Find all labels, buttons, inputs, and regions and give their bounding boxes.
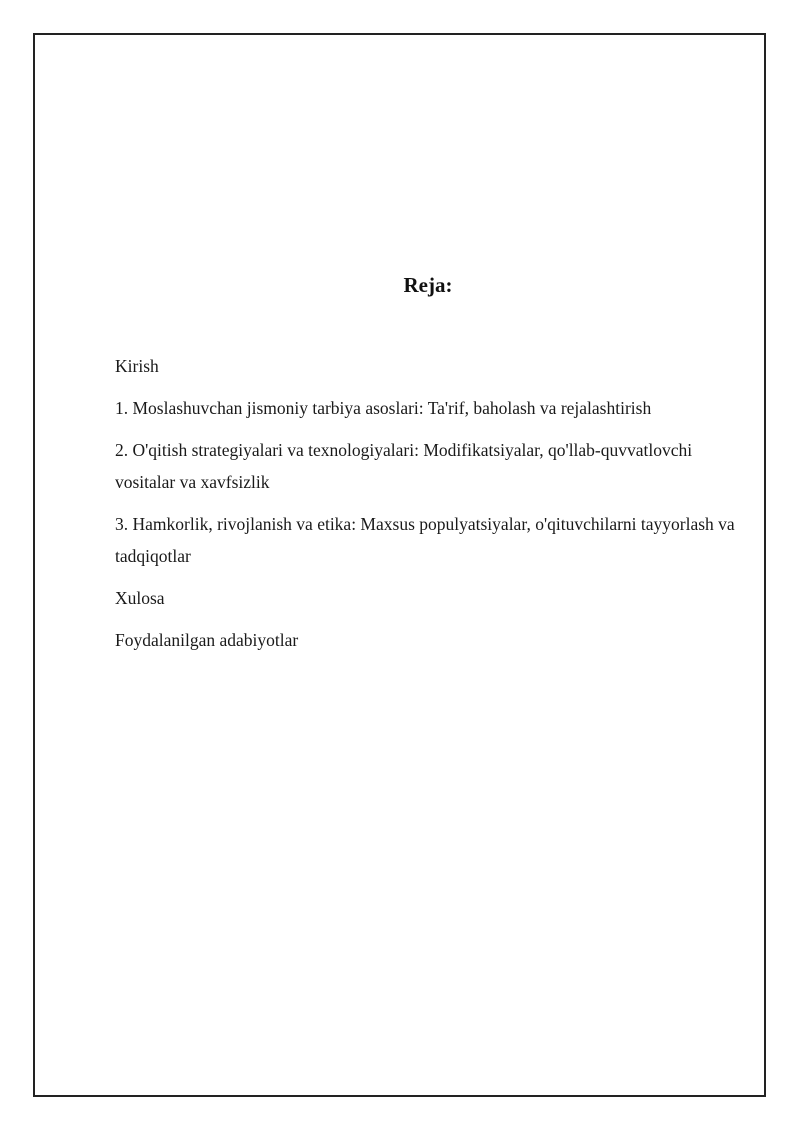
toc-conclusion: Xulosa bbox=[115, 588, 165, 608]
toc-intro: Kirish bbox=[115, 356, 159, 376]
toc-item-1: 1. Moslashuvchan jismoniy tarbiya asoslari: Ta'rif, baholash va rejalashtirish bbox=[115, 398, 652, 418]
toc-item-2: 2. O'qitish strategiyalari va texnologiyalari: Modifikatsiyalar, qo'llab-quvvatlovchi vositalar va xavfsizlik bbox=[115, 440, 693, 492]
toc-references: Foydalanilgan adabiyotlar bbox=[115, 630, 299, 650]
document-heading: Reja: bbox=[403, 273, 453, 297]
table-of-contents bbox=[115, 350, 745, 666]
toc-item-3: 3. Hamkorlik, rivojlanish va etika: Maxsus populyatsiyalar, o'qituvchilarni tayyorlash va tadqiqotlar bbox=[115, 514, 735, 566]
